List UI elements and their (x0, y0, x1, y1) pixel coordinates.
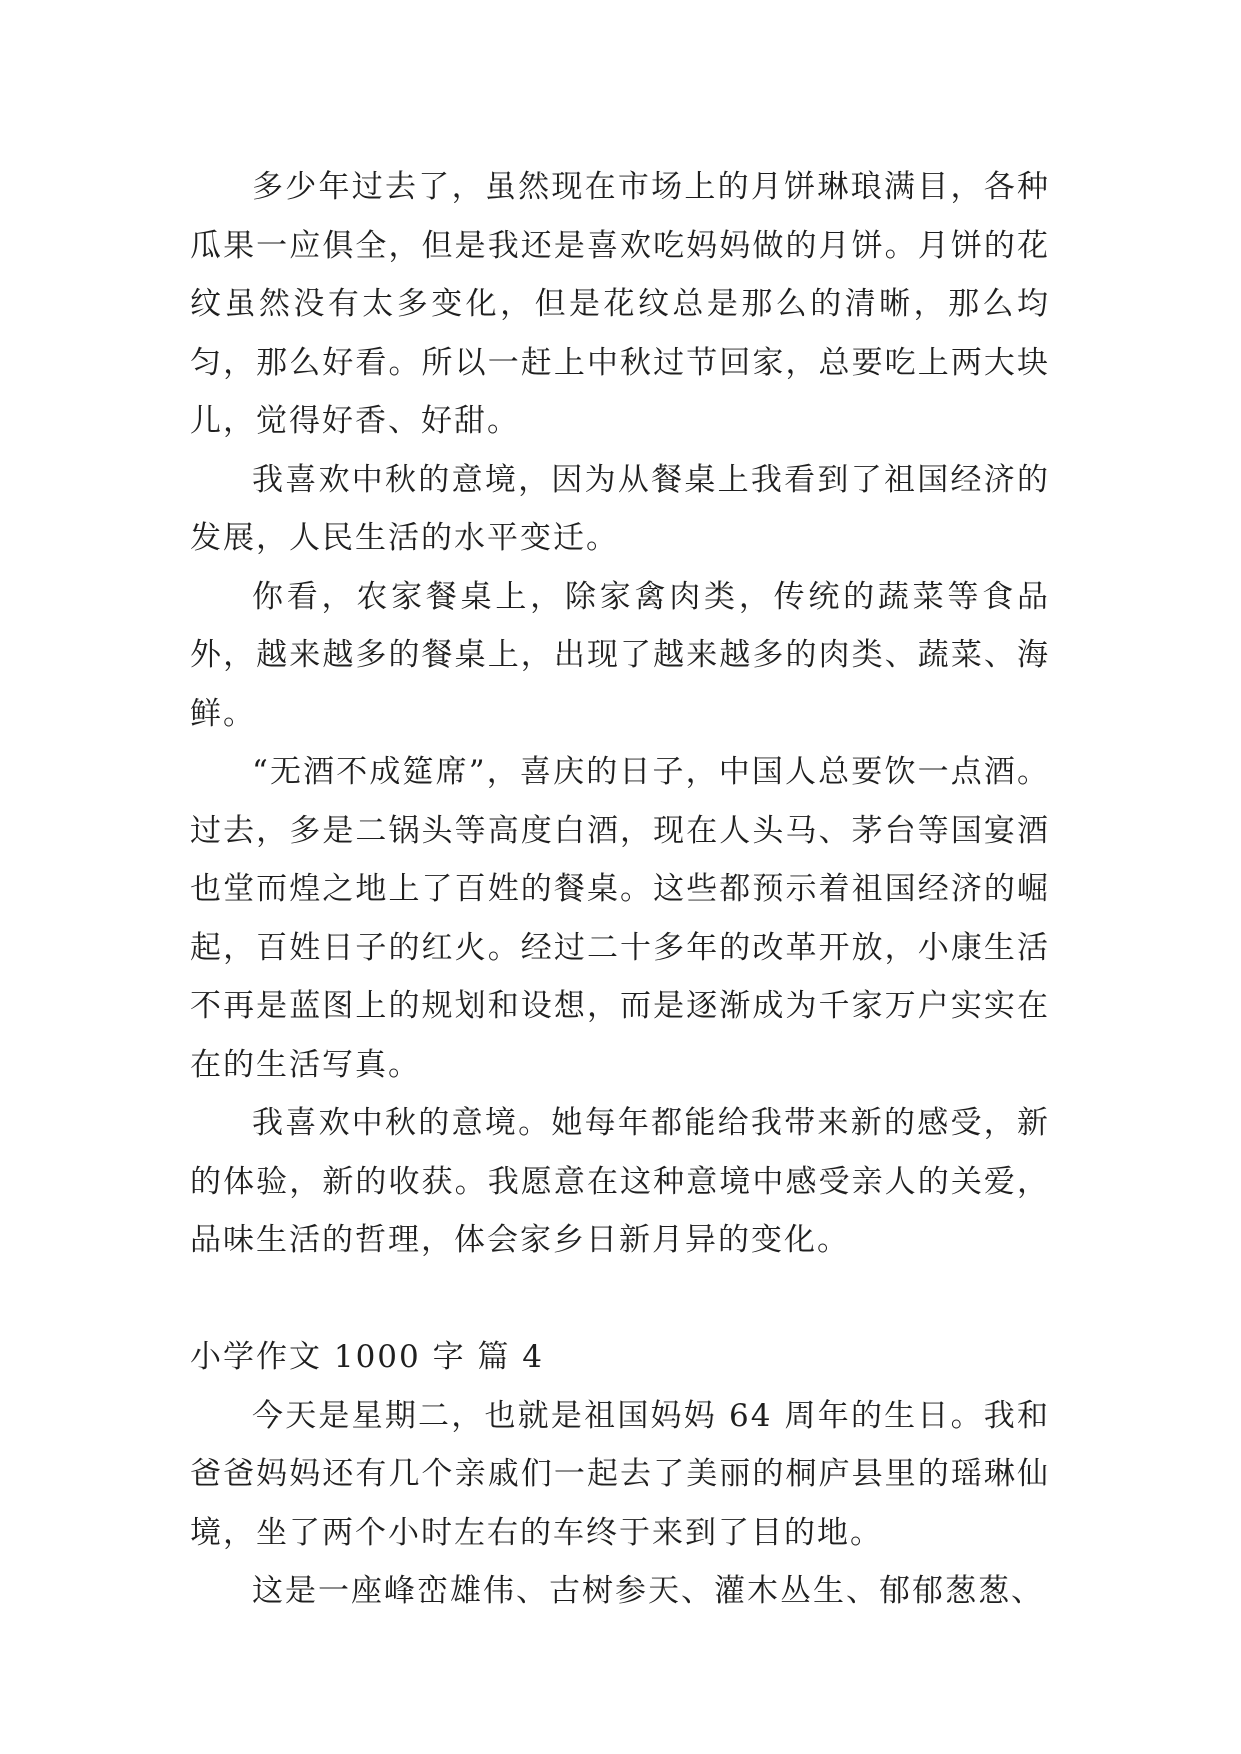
paragraph: 多少年过去了，虽然现在市场上的月饼琳琅满目，各种瓜果一应俱全，但是我还是喜欢吃妈妈做的月饼。月饼的花纹虽然没有太多变化，但是花纹总是那么的清晰，那么均匀，那么好看。所以一赶上中秋过节回家，总要吃上两大块儿，觉得好香、好甜。 (190, 169, 1050, 439)
paragraph: 今天是星期二，也就是祖国妈妈 64 周年的生日。我和爸爸妈妈还有几个亲戚们一起去了美丽的桐庐县里的瑶琳仙境，坐了两个小时左右的车终于来到了目的地。 (190, 1397, 1050, 1551)
paragraph: 这是一座峰峦雄伟、古树参天、灌木丛生、郁郁葱葱、 (252, 1573, 1044, 1609)
paragraph: 我喜欢中秋的意境。她每年都能给我带来新的感受，新的体验，新的收获。我愿意在这种意境中感受亲人的关爱，品味生活的哲理，体会家乡日新月异的变化。 (190, 1105, 1050, 1258)
section-heading: 小学作文 1000 字 篇 4 (190, 1339, 545, 1375)
paragraph: 你看，农家餐桌上，除家禽肉类，传统的蔬菜等食品外，越来越多的餐桌上，出现了越来越多的肉类、蔬菜、海鲜。 (190, 578, 1050, 732)
document-body (190, 158, 1050, 1621)
paragraph: “无酒不成筵席”，喜庆的日子，中国人总要饮一点酒。过去，多是二锅头等高度白酒，现在人头马、茅台等国宴酒也堂而煌之地上了百姓的餐桌。这些都预示着祖国经济的崛起，百姓日子的红火。经过二十多年的改革开放，小康生活不再是蓝图上的规划和设想，而是逐渐成为千家万户实实在在的生活写真。 (190, 754, 1050, 1083)
paragraph: 我喜欢中秋的意境，因为从餐桌上我看到了祖国经济的发展，人民生活的水平变迁。 (190, 461, 1050, 556)
